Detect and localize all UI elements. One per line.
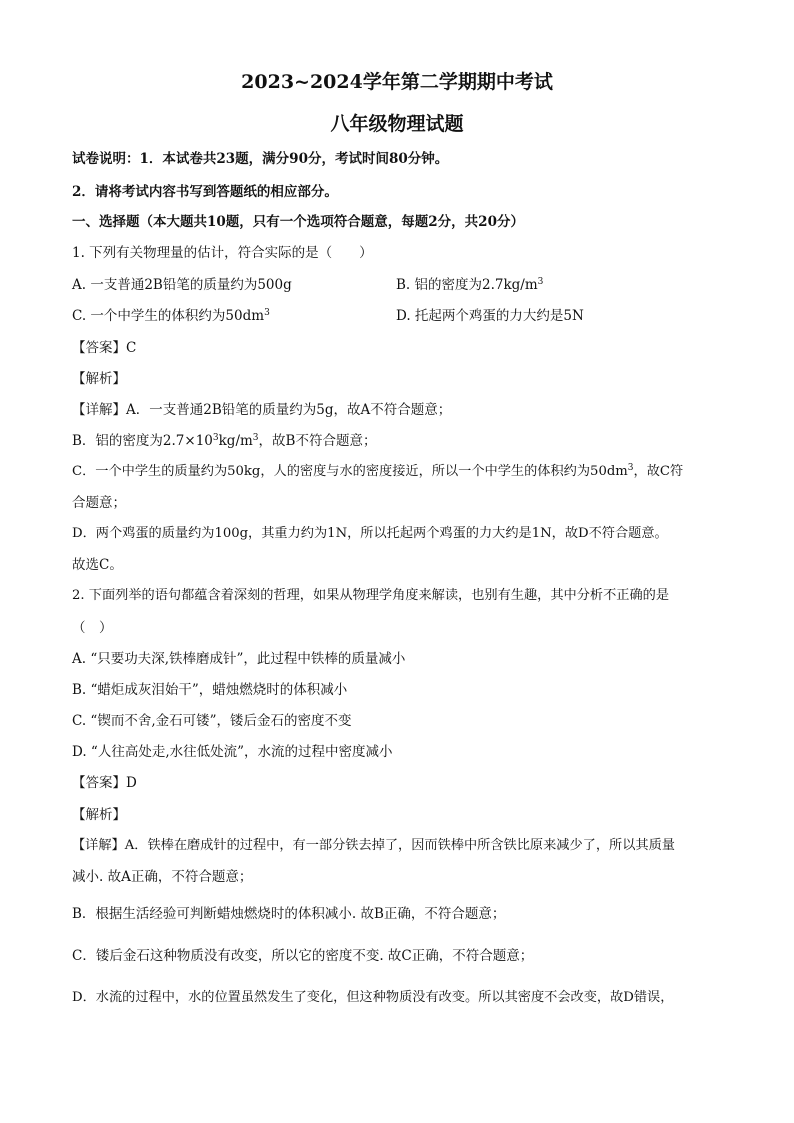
section-heading: 一、选择题（本大题共10题，只有一个选项符合题意，每题2分，共20分） bbox=[72, 214, 524, 230]
q2-detail-b: B．根据生活经验可判断蜡烛燃烧时的体积减小. 故B正确，不符合题意； bbox=[72, 906, 506, 922]
q2-detail-d: D．水流的过程中，水的位置虽然发生了变化，但这种物质没有改变。所以其密度不会改变，故D错误， bbox=[72, 990, 674, 1005]
q2-detail-a: 【详解】A．铁棒在磨成针的过程中，有一部分铁去掉了，因而铁棒中所含铁比原来减少了，所以其质量 bbox=[72, 838, 675, 853]
q1-detail-d: D．两个鸡蛋的质量约为100g，其重力约为1N，所以托起两个鸡蛋的力大约是1N，故D不符合题意。 bbox=[72, 526, 668, 541]
q1-conclusion: 故选C。 bbox=[72, 557, 123, 573]
q1-option-b-sup: 3 bbox=[537, 277, 544, 287]
q1-stem: 1. 下列有关物理量的估计，符合实际的是（ ） bbox=[72, 245, 373, 261]
q1-analysis-label: 【解析】 bbox=[72, 371, 126, 387]
q1-detail-c-sup: 3 bbox=[627, 463, 634, 473]
page-subtitle: 八年级物理试题 bbox=[330, 113, 464, 135]
q1-detail-a: 【详解】A．一支普通2B铅笔的质量约为5g，故A不符合题意； bbox=[72, 402, 452, 418]
instructions-line-1: 试卷说明：1．本试卷共23题，满分90分，考试时间80分钟。 bbox=[72, 151, 449, 167]
q1-option-c-text: C. 一个中学生的体积约为50dm bbox=[72, 308, 265, 324]
q1-detail-b bbox=[72, 432, 376, 450]
q2-detail-c: C．镂后金石这种物质没有改变，所以它的密度不变. 故C正确，不符合题意； bbox=[72, 948, 534, 964]
q2-answer: 【答案】D bbox=[72, 775, 137, 791]
q2-detail-a-cont: 减小. 故A正确，不符合题意； bbox=[72, 869, 253, 885]
q1-detail-b-sup1: 3 bbox=[212, 433, 219, 443]
q2-stem-cont: （ ） bbox=[72, 620, 113, 636]
q1-detail-b-sup2: 3 bbox=[252, 433, 259, 443]
q2-option-b: B. “蜡炬成灰泪始干”，蜡烛燃烧时的体积减小 bbox=[72, 682, 348, 698]
q1-option-c-sup: 3 bbox=[264, 308, 270, 318]
q1-option-b bbox=[396, 276, 543, 294]
q1-detail-c-text2: ，故C符 bbox=[633, 464, 684, 479]
q1-option-d: D. 托起两个鸡蛋的力大约是5N bbox=[396, 308, 584, 324]
instructions-line-2: 2．请将考试内容书写到答题纸的相应部分。 bbox=[72, 184, 338, 200]
q2-analysis-label: 【解析】 bbox=[72, 807, 126, 823]
q1-detail-b-text2: kg/m bbox=[218, 433, 253, 449]
page-title: 2023~2024学年第二学期期中考试 bbox=[241, 71, 553, 93]
q1-detail-c-cont: 合题意； bbox=[72, 495, 126, 511]
q1-option-a: A. 一支普通2B铅笔的质量约为500g bbox=[72, 277, 292, 293]
q1-answer: 【答案】C bbox=[72, 340, 137, 356]
q1-option-c bbox=[72, 307, 270, 325]
q2-option-c: C. “锲而不舍,金石可镂”，镂后金石的密度不变 bbox=[72, 713, 352, 729]
q2-option-a: A. “只要功夫深,铁棒磨成针”，此过程中铁棒的质量减小 bbox=[72, 651, 406, 667]
q2-option-d: D. “人往高处走,水往低处流”，水流的过程中密度减小 bbox=[72, 744, 393, 760]
q1-option-b-text: B. 铝的密度为2.7kg/m bbox=[396, 277, 538, 293]
q2-stem: 2. 下面列举的语句都蕴含着深刻的哲理，如果从物理学角度来解读，也别有生趣，其中分析不正确的是 bbox=[72, 588, 670, 603]
q1-detail-c-text1: C．一个中学生的质量约为50kg，人的密度与水的密度接近，所以一个中学生的体积约为50dm bbox=[72, 464, 628, 479]
q1-detail-b-text3: ，故B不符合题意； bbox=[258, 433, 377, 449]
q1-detail-c bbox=[72, 463, 683, 481]
q1-detail-b-text1: B．铝的密度为2.7×10 bbox=[72, 433, 213, 449]
